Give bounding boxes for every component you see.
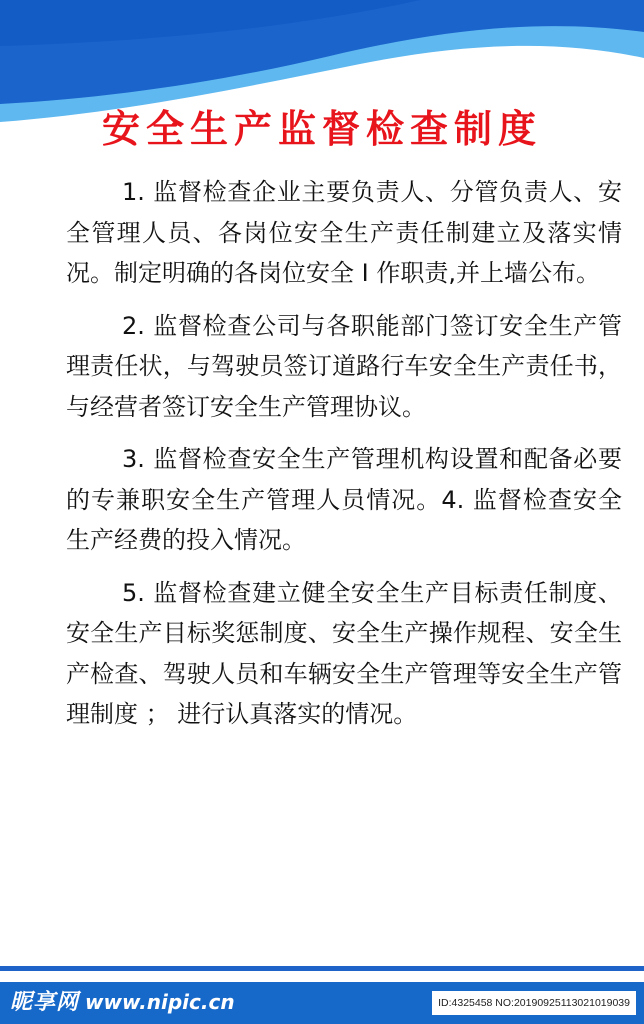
paragraph-item: 3. 监督检查安全生产管理机构设置和配备必要的专兼职安全生产管理人员情况。4. 监督检查安全生产经费的投入情况。 <box>66 445 622 554</box>
watermark-logo <box>10 988 235 1017</box>
watermark-site: www.nipic.cn <box>85 990 235 1014</box>
footer-bar <box>0 982 644 1024</box>
image-id-label: ID:4325458 NO:20190925113021019039 <box>432 991 636 1015</box>
page-title: 安全生产监督检查制度 <box>101 107 542 151</box>
paragraph-item: 2. 监督检查公司与各职能部门签订安全生产管理责任状，与驾驶员签订道路行车安全生产责任书，与经营者签订安全生产管理协议。 <box>66 311 622 421</box>
paragraph-item: 1. 监督检查企业主要负责人、分管负责人、安全管理人员、各岗位安全生产责任制建立及落实情况。制定明确的各岗位安全 I 作职责,并上墙公布。 <box>66 178 622 287</box>
watermark-brand: 昵享网 <box>10 990 80 1015</box>
bottom-divider <box>0 966 644 971</box>
regulation-body <box>66 172 622 747</box>
paragraph-item: 5. 监督检查建立健全安全生产目标责任制度、安全生产目标奖惩制度、安全生产操作规程、安全生产检查、驾驶人员和车辆安全生产管理等安全生产管理制度 ； 进行认真落实的情况。 <box>66 578 622 728</box>
